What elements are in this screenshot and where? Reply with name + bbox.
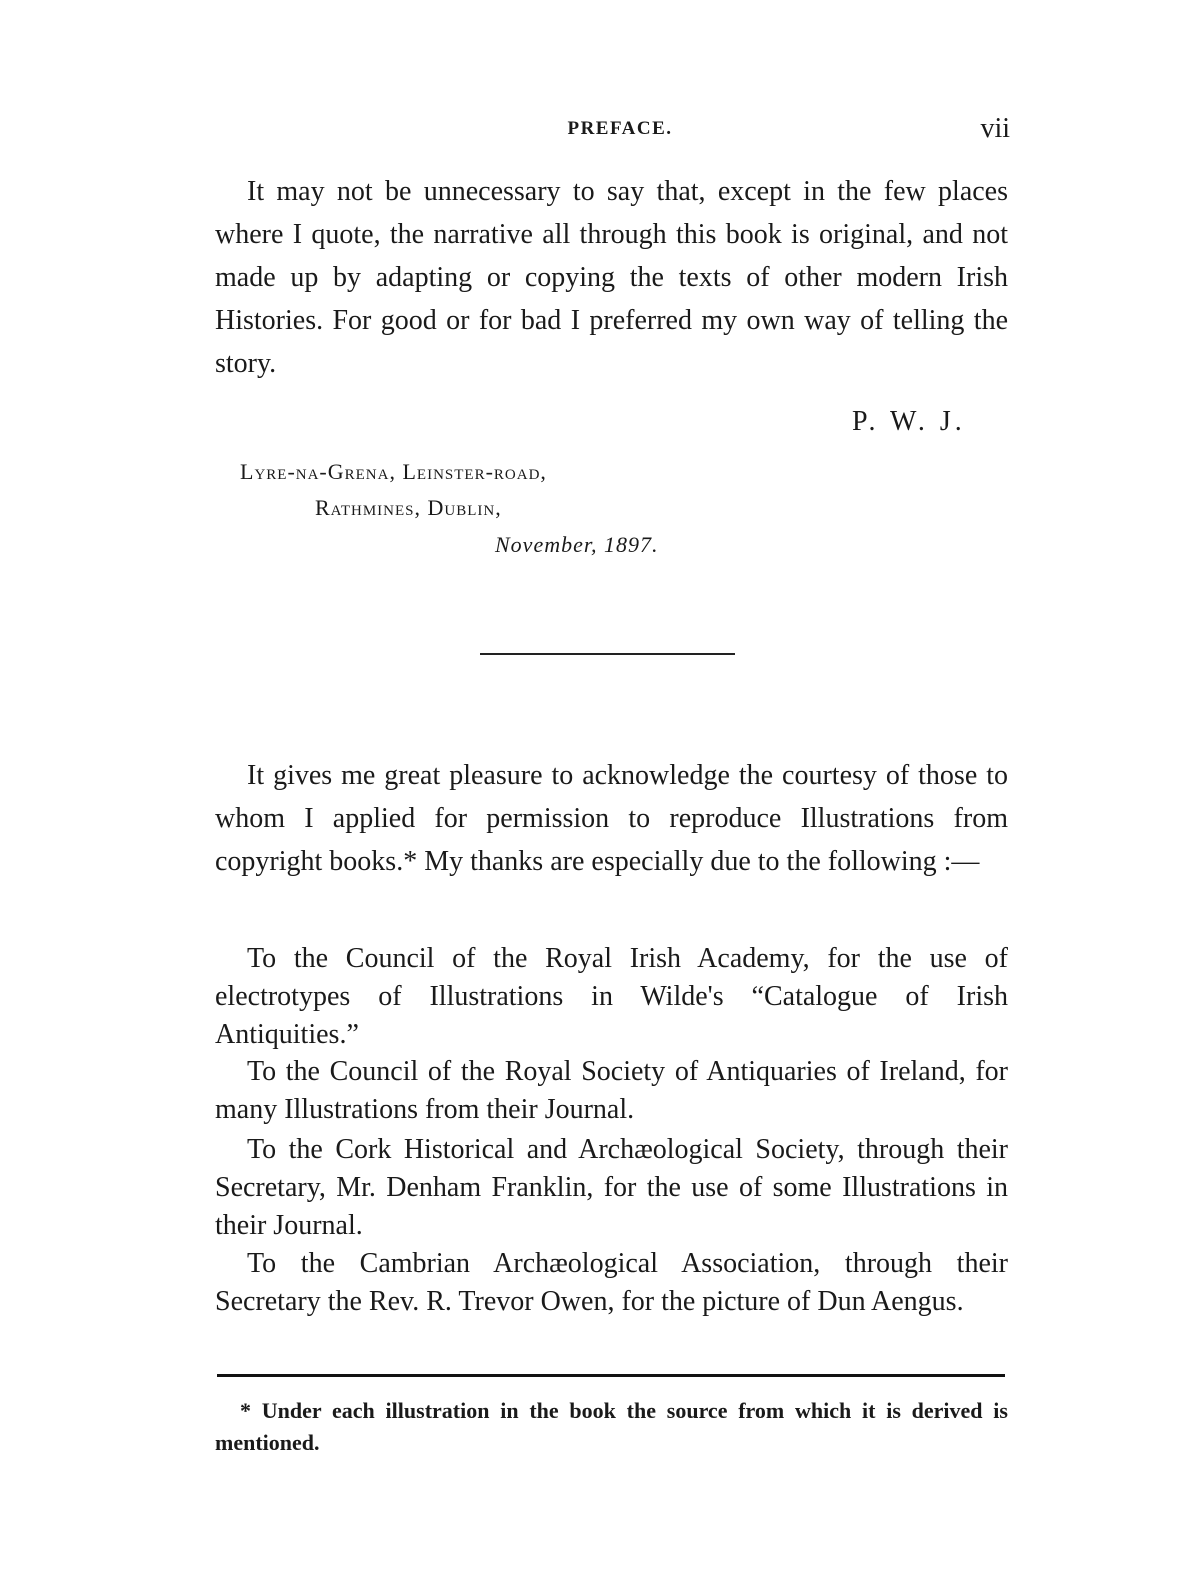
acknowledgement-item: To the Cork Historical and Archæological Society, through their Secretary, Mr. Denham Franklin, for the use of some Illustrations in their Journal. — [215, 1134, 1008, 1241]
address-line-2: Rathmines, Dublin, — [315, 495, 502, 520]
address-line-1: Lyre-na-Grena, Leinster-road, — [240, 459, 547, 484]
preface-paragraph: It may not be unnecessary to say that, except in the few places where I quote, the narrative all through this book is original, and not made up by adapting or copying the texts of other modern Irish Histories. For good or for bad I preferred my own way of telling the story. — [215, 176, 1008, 379]
acknowledgement-item: To the Cambrian Archæological Association, through their Secretary the Rev. R. Trevor Owen, for the picture of Dun Aengus. — [215, 1248, 1008, 1317]
running-head — [215, 113, 1010, 143]
footnote-rule — [217, 1374, 1005, 1377]
footnote: * Under each illustration in the book the source from which it is derived is mentioned. — [215, 1398, 1008, 1455]
page-number: vii — [980, 113, 1010, 144]
running-title: PREFACE. — [567, 118, 673, 139]
section-divider — [480, 653, 735, 655]
date-month: November — [495, 532, 591, 557]
date-year: , 1897. — [590, 532, 659, 557]
acknowledgement-item: To the Council of the Royal Society of Antiquaries of Ireland, for many Illustrations from their Journal. — [215, 1056, 1008, 1125]
acknowledgement-intro: It gives me great pleasure to acknowledge the courtesy of those to whom I applied for permission to reproduce Illustrations from copyright books.* My thanks are especially due to the following :— — [215, 760, 1008, 877]
acknowledgement-item: To the Council of the Royal Irish Academy, for the use of electrotypes of Illustrations in Wilde's “Catalogue of Irish Antiquities.” — [215, 943, 1008, 1050]
author-signature: P. W. J. — [852, 406, 966, 437]
preface-date — [495, 532, 658, 558]
